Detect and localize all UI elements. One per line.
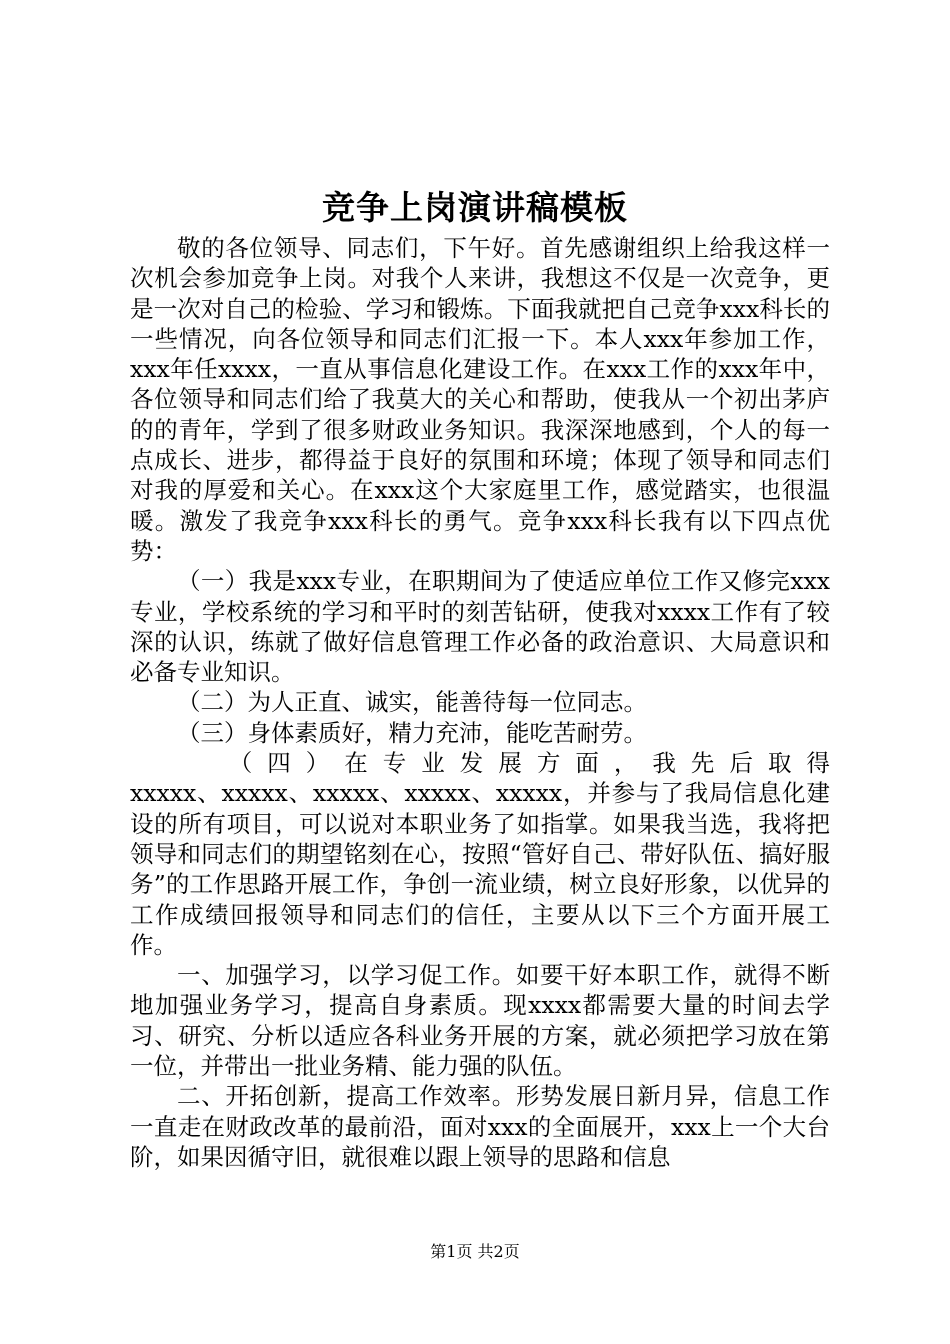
paragraph-point-four-heading: （四）在专业发展方面，我先后取得	[228, 749, 830, 778]
page-footer: 第1页 共2页	[430, 1242, 520, 1261]
paragraph-point-three: （三）身体素质好，精力充沛，能吃苦耐劳。	[177, 718, 647, 747]
paragraph-point-two: （二）为人正直、诚实，能善待每一位同志。	[177, 688, 647, 717]
paragraph-point-four-body: xxxxx、xxxxx、xxxxx、xxxxx、xxxxx，并参与了我局信息化建设的所有项目，可以说对本职业务了如指掌。如果我当选，我将把领导和同志们的期望铭刻在心，按照“管好自己、带好队伍、搞好服务”的工作思路开展工作，争创一流业绩，树立良好形象，以优异的工作成绩回报领导和同志们的信任，主要从以下三个方面开展工作。	[130, 779, 830, 959]
document-body	[130, 233, 830, 1172]
paragraph-intro: 敬的各位领导、同志们，下午好。首先感谢组织上给我这样一次机会参加竞争上岗。对我个人来讲，我想这不仅是一次竞争，更是一次对自己的检验、学习和锻炼。下面我就把自己竞争xxx科长的一些情况，向各位领导和同志们汇报一下。本人xxx年参加工作，xxx年任xxxx，一直从事信息化建设工作。在xxx工作的xxx年中，各位领导和同志们给了我莫大的关心和帮助，使我从一个初出茅庐的的青年，学到了很多财政业务知识。我深深地感到，个人的每一点成长、进步，都得益于良好的氛围和环境；体现了领导和同志们对我的厚爱和关心。在xxx这个大家庭里工作，感觉踏实，也很温暖。激发了我竞争xxx科长的勇气。竞争xxx科长我有以下四点优势：	[130, 234, 830, 565]
paragraph-point-one: （一）我是xxx专业，在职期间为了使适应单位工作又修完xxx专业，学校系统的学习和平时的刻苦钻研，使我对xxxx工作有了较深的认识，练就了做好信息管理工作必备的政治意识、大局意识和必备专业知识。	[130, 567, 830, 687]
document-title: 竞争上岗演讲稿模板	[322, 188, 628, 227]
paragraph-section-two: 二、开拓创新，提高工作效率。形势发展日新月异，信息工作一直走在财政改革的最前沿，面对xxx的全面展开，xxx上一个大台阶，如果因循守旧，就很难以跟上领导的思路和信息	[130, 1082, 830, 1171]
paragraph-section-one: 一、加强学习，以学习促工作。如要干好本职工作，就得不断地加强业务学习，提高自身素质。现xxxx都需要大量的时间去学习、研究、分析以适应各科业务开展的方案，就必须把学习放在第一位，并带出一批业务精、能力强的队伍。	[130, 961, 830, 1081]
